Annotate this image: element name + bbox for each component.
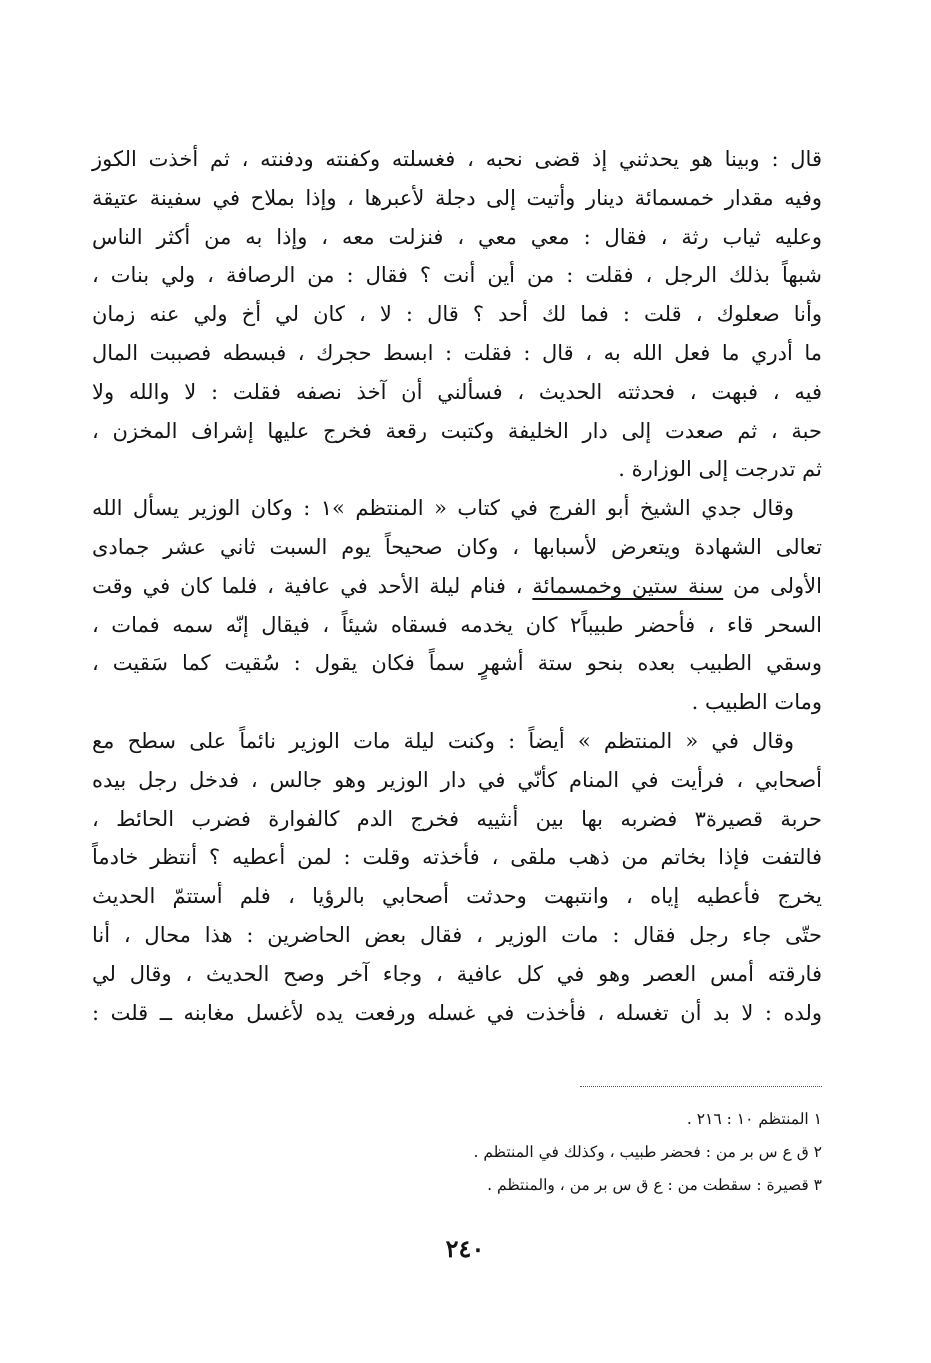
paragraph-end-line: ثم تدرجت إلى الوزارة .	[618, 457, 822, 482]
text-line: فيه ، فبهت ، فحدثته الحديث ، فسألني أن آخذ نصفه فقلت : لا والله ولا	[92, 379, 822, 404]
footnote: ١ المنتظم ١٠ : ٢١٦ .	[686, 1110, 822, 1128]
text-line: فالتفت فإذا بخاتم من ذهب ملقى ، فأخذته وقلت : لمن أعطيه ؟ أنتظر خادماً	[92, 845, 822, 870]
text-line: وأنا صعلوك ، قلت : فما لك أحد ؟ قال : لا ، كان لي أخ ولي عنه زمان	[92, 302, 822, 327]
text-line: وسقي الطبيب بعده بنحو ستة أشهرٍ سماً فكان يقول : سُقيت كما سَقيت ،	[92, 651, 822, 676]
text-line: حتّى جاء رجل فقال : مات الوزير ، فقال بعض الحاضرين : هذا محال ، أنا	[92, 922, 822, 947]
text-line: السحر قاء ، فأحضر طبيباً٢ كان يخدمه فسقاه شيئاً ، فيقال إنّه سمه فمات ،	[92, 612, 822, 637]
text-line: حبة ، ثم صعدت إلى دار الخليفة وكتبت رقعة فخرج عليها إشراف المخزن ،	[92, 418, 822, 443]
text-line: ولده : لا بد أن تغسله ، فأخذت في غسله ورفعت يده لأغسل مغابنه ــ قلت :	[92, 1000, 822, 1025]
page-number: ٢٤٠	[445, 1234, 485, 1263]
text-line: تعالى الشهادة ويتعرض لأسبابها ، وكان صحيحاً يوم السبت ثاني عشر جمادى	[92, 534, 822, 559]
footnotes	[92, 1103, 822, 1202]
text-line: يخرج فأعطيه إياه ، وانتبهت وحدثت أصحابي بالرؤيا ، فلم أستتمّ الحديث	[92, 884, 822, 909]
text-line: وفيه مقدار خمسمائة دينار وأتيت إلى دجلة لأعبرها ، وإذا بملاح في سفينة عتيقة	[92, 185, 822, 210]
text-line: فارقته أمس العصر وهو في كل عافية ، وجاء آخر وصح الحديث ، وقال لي	[92, 961, 822, 986]
main-text	[92, 140, 822, 1032]
text-line: ما أدري ما فعل الله به ، قال : فقلت : ابسط حجرك ، فبسطه فصببت المال	[92, 340, 822, 365]
text-line: قال : وبينا هو يحدثني إذ قضى نحبه ، فغسلته وكفنته ودفنته ، ثم أخذت الكوز	[92, 147, 822, 171]
text-line: أصحابي ، فرأيت في المنام كأنّي في دار الوزير وهو جالس ، فدخل رجل بيده	[92, 767, 822, 792]
footnote: ٣ قصيرة : سقطت من : ع ق س بر من ، والمنتظم .	[487, 1176, 822, 1194]
text-line: حربة قصيرة٣ فضربه بها بين أنثييه فخرج الدم كالفوارة فضرب الحائط ،	[92, 806, 822, 831]
paragraph-end-line: ومات الطبيب .	[691, 690, 822, 715]
text-line: شبهاً بذلك الرجل ، فقلت : من أين أنت ؟ فقال : من الرصافة ، ولي بنات ،	[92, 263, 823, 288]
line-before-underline: الأولى من	[723, 573, 822, 598]
line-after-underline: ، فنام ليلة الأحد في عافية ، فلما كان في وقت	[92, 573, 533, 598]
text-line: وعليه ثياب رثة ، فقال : معي معي ، فنزلت معه ، وإذا به من أكثر الناس	[92, 224, 822, 249]
footnote-divider	[580, 1086, 822, 1087]
footnote: ٢ ق ع س بر من : فحضر طبيب ، وكذلك في المنتظم .	[473, 1143, 822, 1161]
underlined-date: سنة ستين وخمسمائة	[532, 573, 724, 598]
text-line-with-underline	[92, 567, 822, 606]
paragraph-start-line: وقال جدي الشيخ أبو الفرج في كتاب « المنتظم »١ : وكان الوزير يسأل الله	[92, 496, 795, 521]
paragraph-start-line: وقال في « المنتظم » أيضاً : وكنت ليلة مات الوزير نائماً على سطح مع	[92, 728, 794, 753]
